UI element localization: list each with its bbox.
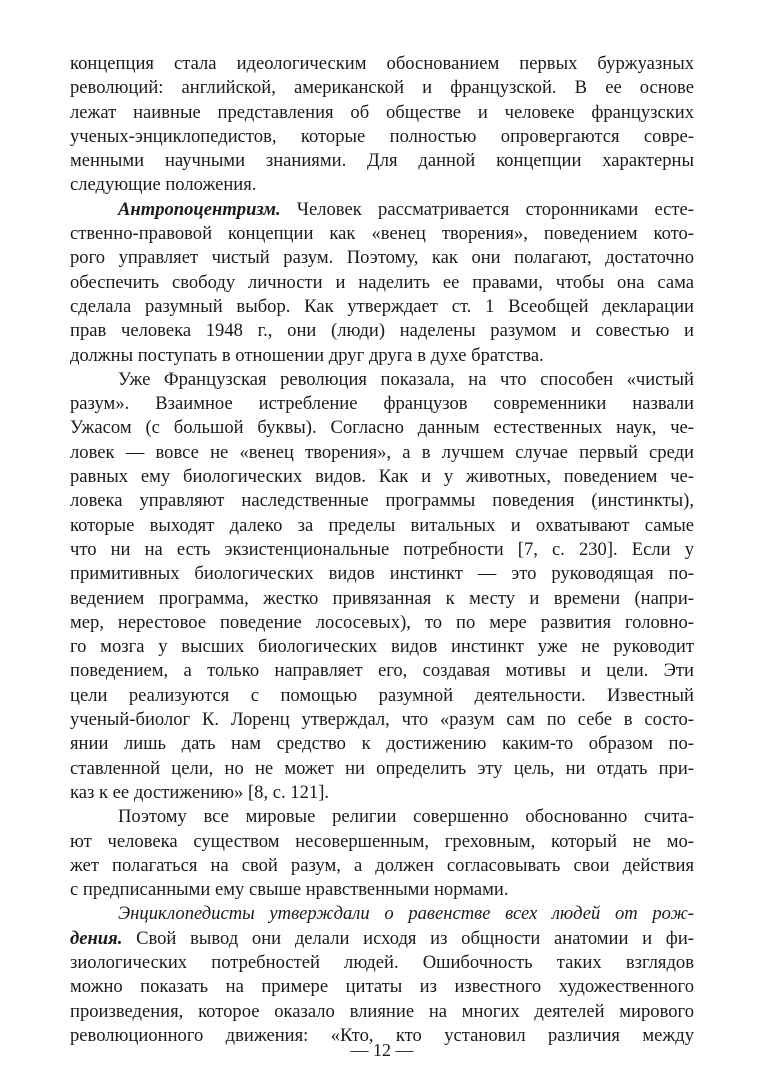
text-line: ученых-энциклопедистов, которые полностью опровергаются совре- <box>70 125 694 147</box>
text-line: прав человека 1948 г., они (люди) наделены разумом и совестью и <box>70 320 694 342</box>
text-line: жет полагаться на свой разум, а должен согласовывать свои действия <box>70 854 694 876</box>
paragraph-5 <box>70 902 694 1048</box>
page-number: — 12 — <box>350 1040 414 1060</box>
text-line: ют человека существом несовершенным, греховным, который не мо- <box>70 830 694 852</box>
text-line: ловек — вовсе не «венец творения», а в лучшем случае первый среди <box>70 441 694 463</box>
text-line: с предписанными ему свыше нравственными нормами. <box>70 879 509 901</box>
text-line: примитивных биологических видов инстинкт — это руководящая по- <box>70 563 694 585</box>
text-line: янии лишь дать нам средство к достижению каким-то образом по- <box>70 733 694 755</box>
text-line: разум». Взаимное истребление французов современники назвали <box>70 393 694 415</box>
text-line: Ужасом (с большой буквы). Согласно данным естественных наук, че- <box>70 417 694 439</box>
text-line <box>70 927 694 951</box>
text-line: рого управляет чистый разум. Поэтому, как они полагают, достаточно <box>70 247 694 269</box>
text-line: революционного движения: «Кто, кто установил различия между <box>70 1024 694 1046</box>
text-line: следующие положения. <box>70 174 257 196</box>
text-line: Поэтому все мировые религии совершенно обоснованно счита- <box>118 806 694 828</box>
text-line: концепция стала идеологическим обоснованием первых буржуазных <box>70 53 694 74</box>
text-line: цели реализуются с помощью разумной деятельности. Известный <box>70 684 694 706</box>
term-birth: дения. <box>70 927 123 949</box>
text-fragment: Свой вывод они делали исходя из общности анатомии и фи- <box>122 927 694 949</box>
paragraph-3 <box>70 368 694 805</box>
text-line: можно показать на примере цитаты из известного художественного <box>70 976 694 998</box>
text-line: Уже Французская революция показала, на что способен «чистый <box>118 368 694 390</box>
text-line: го мозга у высших биологических видов инстинкт уже не руководит <box>70 636 694 658</box>
text-line: менными научными знаниями. Для данной концепции характерны <box>70 150 694 172</box>
text-line: ственно-правовой концепции как «венец творения», поведением кото- <box>70 223 694 245</box>
text-line: произведения, которое оказало влияние на многих деятелей мирового <box>70 1000 694 1022</box>
text-line: зиологических потребностей людей. Ошибочность таких взглядов <box>70 951 694 973</box>
paragraph-4 <box>70 805 694 902</box>
text-line <box>70 198 694 222</box>
text-line: должны поступать в отношении друг друга в духе братства. <box>70 344 544 366</box>
text-line: ловека управляют наследственные программы поведения (инстинкты), <box>70 490 694 512</box>
text-line: равных ему биологических видов. Как и у животных, поведением че- <box>70 466 694 488</box>
paragraph-1 <box>70 52 694 198</box>
text-line: обеспечить свободу личности и наделить ее правами, чтобы она сама <box>70 271 694 293</box>
text-line-italic: Энциклопедисты утверждали о равенстве всех людей от рож- <box>118 903 694 925</box>
text-line: ученый-биолог К. Лоренц утверждал, что «разум сам по себе в состо- <box>70 709 694 731</box>
text-line: что ни на есть экзистенциональные потребности [7, с. 230]. Если у <box>70 538 694 560</box>
text-fragment: Человек рассматривается сторонниками есте- <box>280 198 694 220</box>
text-line: которые выходят далеко за пределы витальных и охватывают самые <box>70 514 694 536</box>
text-line: лежат наивные представления об обществе и человеке французских <box>70 101 694 123</box>
text-line: сделала разумный выбор. Как утверждает ст. 1 Всеобщей декларации <box>70 295 694 317</box>
term-anthropocentrism: Антропоцентризм. <box>118 198 281 220</box>
text-line: каз к ее достижению» [8, с. 121]. <box>70 781 330 803</box>
document-body <box>70 52 694 1048</box>
text-line: ведением программа, жестко привязанная к месту и времени (напри- <box>70 587 694 609</box>
paragraph-2 <box>70 198 694 368</box>
text-line: революций: английской, американской и французской. В ее основе <box>70 77 694 99</box>
text-line: поведением, а только направляет его, создавая мотивы и цели. Эти <box>70 660 694 682</box>
text-line: ставленной цели, но не может ни определить эту цель, ни отдать при- <box>70 757 694 779</box>
text-line: мер, нерестовое поведение лососевых), то по мере развития головно- <box>70 611 694 633</box>
